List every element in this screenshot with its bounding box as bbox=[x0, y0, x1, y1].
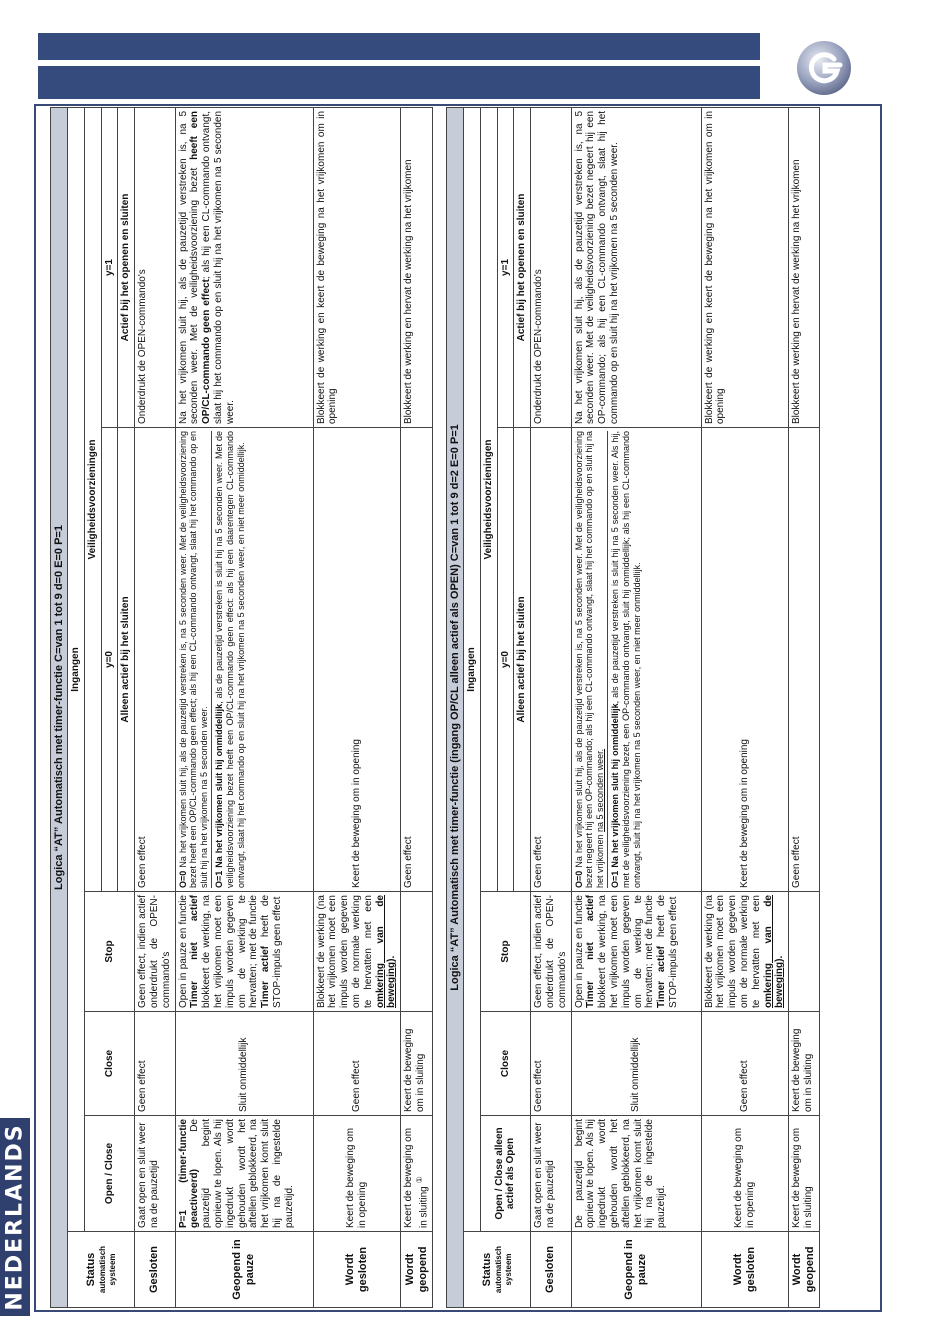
brand-logo-icon bbox=[796, 40, 852, 96]
cell-stop bbox=[401, 892, 433, 1012]
table-row bbox=[571, 107, 701, 1307]
table1-caption: Logica “AT” Automatisch met timer-functie C=van 1 tot 9 d=0 E=0 P=1 bbox=[51, 107, 68, 1307]
table1-stop-header: Stop bbox=[84, 892, 134, 1012]
cell-y1: Na het vrijkomen sluit hij, als de pauzetijd verstreken is, na 5 seconden weer. Met de veiligheidsvoorziening bezet negeert hij een OP-commando; als hij een CL-commando ontvangt, slaat hij het commando op en sluit hij na het vrijkomen na 5 seconden weer. bbox=[571, 107, 701, 427]
cell-openclose: Keert de beweging om in opening bbox=[313, 1116, 401, 1232]
row-label-gesloten: Gesloten bbox=[135, 1232, 175, 1308]
cell-y0: Geen effect bbox=[401, 428, 433, 892]
table2-close-header: Close bbox=[480, 1012, 530, 1116]
table1-y1-subheader: Actief bij het openen en sluiten bbox=[118, 107, 135, 427]
cell-y0: Geen effect bbox=[135, 428, 175, 892]
table2-stop-header: Stop bbox=[480, 892, 530, 1012]
table1-ingangen-header: Ingangen bbox=[68, 107, 85, 1231]
table1-status-header: Status automatisch systeem bbox=[68, 1232, 135, 1308]
table1-y0-subheader: Alleen actief bij het sluiten bbox=[118, 428, 135, 892]
table1-veiligheid-header: Veiligheidsvoorzieningen bbox=[84, 107, 101, 891]
table2-openclose-header: Open / Close alleen actief als Open bbox=[480, 1116, 530, 1232]
cell-close: Keert de beweging om in sluiting bbox=[401, 1012, 433, 1116]
table2-veiligheid-header: Veiligheidsvoorzieningen bbox=[480, 107, 497, 891]
cell-openclose: Keert de beweging om in opening bbox=[701, 1116, 789, 1232]
header-band-bottom bbox=[38, 66, 760, 99]
table-row bbox=[401, 107, 433, 1307]
row-label-wordt-geopend: Wordt geopend bbox=[401, 1232, 433, 1308]
cell-y0: Keert de beweging om in opening bbox=[313, 428, 401, 892]
logic-table-2 bbox=[446, 108, 816, 1308]
row-label-pauze: Geopend in pauze bbox=[571, 1232, 701, 1308]
language-label: NEDERLANDS bbox=[2, 1123, 28, 1311]
row-label-gesloten: Gesloten bbox=[531, 1232, 571, 1308]
cell-openclose: Keert de beweging om in sluiting bbox=[789, 1116, 820, 1232]
cell-y0: Geen effect bbox=[531, 428, 571, 892]
table2-y0-header: y=0 bbox=[497, 428, 514, 892]
header-band-top bbox=[38, 33, 760, 60]
cell-y0: O=0 Na het vrijkomen sluit hij, als de pauzetijd verstreken is, na 5 seconden weer. Met de veiligheidsvoorziening bezet heeft een OP/CL-commando geen effect; als hij een CL-commando ontvangt, slaat hij het commando op en sluit hij na het vrijkomen na 5 seconden weer. O=1 Na het vrijkomen sluit hij onmiddellijk, als de pauzetijd verstreken is sluit hij na 5 seconden weer. Met de veiligheidsvoorziening bezet heeft een OP/CL-commando geen effect: als hij een daarentegen CL-commando ontvangt, slaat hij het commando op en sluit hij na het vrijkomen na 5 seconden weer, en niet meer onmiddellijk. bbox=[175, 428, 313, 892]
cell-openclose: P=1 (timer-functie geactiveerd) De pauzetijd begint opnieuw te lopen. Als hij ingedrukt wordt gehouden wordt het aftellen geblokkeerd, na het vrijkomen komt sluit hij na de ingestelde pauzetijd. bbox=[175, 1116, 313, 1232]
table-row bbox=[789, 107, 820, 1307]
cell-openclose: De pauzetijd begint opnieuw te lopen. Als hij ingedrukt wordt gehouden wordt het aftellen geblokkeerd, na het vrijkomen komt sluit hij na de ingestelde pauzetijd. bbox=[571, 1116, 701, 1232]
cell-stop: Open in pauze en functie Timer niet actief blokkeert de werking, na het vrijkomen moet een impuls worden gegeven om de werking te hervatten; met de functie Timer actief heeft de STOP-impuls geen effect bbox=[175, 892, 313, 1012]
cell-close: Geen effect bbox=[313, 1012, 401, 1116]
cell-y1: Onderdrukt de OPEN-commando's bbox=[135, 107, 175, 427]
cell-close: Geen effect bbox=[135, 1012, 175, 1116]
table-row bbox=[135, 107, 175, 1307]
cell-stop: Blokkeert de werking (na het vrijkomen moet een impuls worden gegeven om de normale werking te hervatten met een omkering van de beweging). bbox=[701, 892, 789, 1012]
table2-y1-header: y=1 bbox=[497, 107, 514, 427]
table-row bbox=[701, 107, 789, 1307]
cell-close: Keert de beweging om in sluiting bbox=[789, 1012, 820, 1116]
row-label-wordt-gesloten: Wordt gesloten bbox=[313, 1232, 401, 1308]
table2-y0-subheader: Alleen actief bij het sluiten bbox=[514, 428, 531, 892]
cell-y0: Geen effect bbox=[789, 428, 820, 892]
cell-y0: O=0 Na het vrijkomen sluit hij, als de pauzetijd verstreken is, na 5 seconden weer. Met de veiligheidsvoorziening bezet negeert hij een OP-commando; als hij een CL-commando ontvangt, slaat hij het commando op en sluit hij na het vrijkomen na 5 seconden weer. O=1 Na het vrijkomen sluit hij onmiddellijk, als de pauzetijd verstreken is sluit hij na 5 seconden weer. Als hij, met de veiligheidsvoorziening bezet, een OP-commando ontvangt, sluit hij onmiddellijk; als hij een CL-commando ontvangt, sluit hij na het vrijkomen na 5 seconden weer, en niet meer onmiddellijk. bbox=[571, 428, 701, 892]
table1-y0-header: y=0 bbox=[101, 428, 118, 892]
row-label-wordt-gesloten: Wordt gesloten bbox=[701, 1232, 789, 1308]
row-label-pauze: Geopend in pauze bbox=[175, 1232, 313, 1308]
cell-openclose: Gaat open en sluit weer na de pauzetijd bbox=[531, 1116, 571, 1232]
table1-close-header: Close bbox=[84, 1012, 134, 1116]
table-row bbox=[531, 107, 571, 1307]
cell-close: Sluit onmiddellijk bbox=[175, 1012, 313, 1116]
table1-openclose-header: Open / Close bbox=[84, 1116, 134, 1232]
cell-y1: Blokkeert de werking en keert de beweging na het vrijkomen om in opening bbox=[313, 107, 401, 427]
row-label-wordt-geopend: Wordt geopend bbox=[789, 1232, 820, 1308]
cell-y1: Onderdrukt de OPEN-commando's bbox=[531, 107, 571, 427]
table1-y1-header: y=1 bbox=[101, 107, 118, 427]
table-row bbox=[313, 107, 401, 1307]
cell-y1: Blokkeert de werking en hervat de werking na het vrijkomen bbox=[401, 107, 433, 427]
cell-openclose: Gaat open en sluit weer na de pauzetijd bbox=[135, 1116, 175, 1232]
cell-y1: Blokkeert de werking en keert de beweging na het vrijkomen om in opening bbox=[701, 107, 789, 427]
table2-ingangen-header: Ingangen bbox=[464, 107, 481, 1231]
table-row bbox=[175, 107, 313, 1307]
cell-close: Geen effect bbox=[701, 1012, 789, 1116]
language-tab bbox=[0, 1118, 30, 1316]
cell-y1: Blokkeert de werking en hervat de werking na het vrijkomen bbox=[789, 107, 820, 427]
table2-status-header: Status automatisch systeem bbox=[464, 1232, 531, 1308]
cell-stop bbox=[789, 892, 820, 1012]
cell-stop: Geen effect, indien actief onderdrukt de OPEN-commando's bbox=[135, 892, 175, 1012]
cell-openclose: Keert de beweging om in sluiting ① bbox=[401, 1116, 433, 1232]
cell-close: Geen effect bbox=[531, 1012, 571, 1116]
cell-stop: Geen effect, indien actief onderdrukt de OPEN-commando's bbox=[531, 892, 571, 1012]
cell-close: Sluit onmiddellijk bbox=[571, 1012, 701, 1116]
cell-stop: Blokkeert de werking (na het vrijkomen moet een impuls worden gegeven om de normale werking te hervatten met een omkering van de beweging). bbox=[313, 892, 401, 1012]
table2-caption: Logica “AT” Automatisch met timer-functie (ingang OP/CL alleen actief als OPEN) C=van 1 tot 9 d=2 E=0 P=1 bbox=[447, 107, 464, 1307]
table2-y1-subheader: Actief bij het openen en sluiten bbox=[514, 107, 531, 427]
cell-y0: Keert de beweging om in opening bbox=[701, 428, 789, 892]
cell-stop: Open in pauze en functie Timer niet actief blokkeert de werking, na het vrijkomen moet een impuls worden gegeven om de werking te hervatten; met de functie Timer actief heeft de STOP-impuls geen effect bbox=[571, 892, 701, 1012]
logic-table-1 bbox=[50, 108, 430, 1308]
cell-y1: Na het vrijkomen sluit hij, als de pauzetijd verstreken is, na 5 seconden weer. Met de veiligheidsvoorziening bezet heeft een OP/CL-commando geen effect; als hij een CL-commando ontvangt, slaat hij het commando op en sluit hij na het vrijkomen na 5 seconden weer. bbox=[175, 107, 313, 427]
